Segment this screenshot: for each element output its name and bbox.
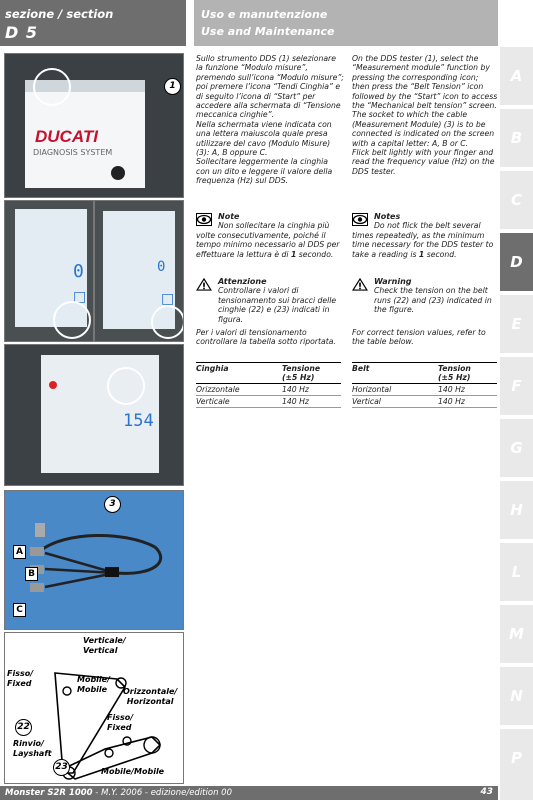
tab-b[interactable]: B: [500, 109, 533, 167]
label-mobile-2: Mobile/Mobile: [101, 767, 165, 776]
photo-cable-measure-module: [4, 490, 184, 630]
frequency-reading: 154: [123, 411, 154, 431]
footer-edition: - M.Y. 2006 - edizione/edition 00: [92, 788, 232, 798]
en-warning-text: Check the tension on the belt runs (22) and (23) indicated in the figure.: [374, 286, 492, 315]
footer-tab-strip: [500, 786, 533, 800]
chapter-title-it: Uso e manutenzione: [201, 8, 328, 21]
table-row: Verticale 140 Hz: [196, 396, 341, 408]
tab-f[interactable]: F: [500, 357, 533, 415]
it-note-number: 1: [290, 249, 297, 259]
table-header-row: [196, 363, 341, 384]
tab-a[interactable]: A: [500, 47, 533, 105]
callout-23: 23: [53, 759, 70, 776]
table-row: Vertical 140 Hz: [352, 396, 497, 408]
en-warning-title: Warning: [374, 277, 412, 286]
label-fixed-2: Fisso/ Fixed: [107, 713, 134, 732]
tab-l[interactable]: L: [500, 543, 533, 601]
photo-belt-reading: [4, 344, 184, 486]
en-table-reference: For correct tension values, refer to the table below.: [352, 328, 486, 347]
dds-emblem-icon: [111, 166, 125, 180]
socket-label-b: B: [25, 567, 38, 581]
en-note-title: Notes: [374, 212, 401, 221]
section-header: [0, 0, 186, 46]
tab-m[interactable]: M: [500, 605, 533, 663]
en-body-3: Flick belt lightly with your finger and read the frequency value (Hz) on the DDS tester.: [352, 148, 495, 176]
dds-subtitle: DIAGNOSIS SYSTEM: [33, 148, 113, 157]
highlight-circle: [33, 68, 71, 106]
it-col-belt: Cinghia: [196, 363, 282, 384]
ducati-logo: DUCATI: [35, 127, 98, 146]
en-note: [352, 212, 498, 259]
en-note-number: 1: [418, 249, 425, 259]
tab-c[interactable]: C: [500, 171, 533, 229]
en-tension-table: [352, 362, 497, 408]
highlight-circle: [107, 367, 145, 405]
section-label: sezione / section: [5, 7, 114, 21]
photo-measure-screen: 0 □: [4, 200, 94, 342]
callout-1: 1: [164, 78, 181, 95]
it-note-text-end: secondo.: [296, 249, 334, 259]
tab-e[interactable]: E: [500, 295, 533, 353]
label-horizontal: Orizzontale/ Horizontal: [123, 687, 178, 706]
it-body-2: Nella schermata viene indicata con una lettera maiuscola quale presa utilizzare del cavo (Modulo Misure) (3): A, B oppure C.: [196, 119, 332, 158]
it-tension-table: [196, 362, 341, 408]
footer-model: Monster S2R 1000: [5, 788, 93, 798]
table-header-row: [352, 363, 497, 384]
it-note: [196, 212, 344, 259]
section-code: D 5: [5, 23, 38, 42]
socket-label-c: C: [13, 603, 26, 617]
table-row: Orizzontale 140 Hz: [196, 384, 341, 396]
page-footer: [0, 786, 498, 800]
it-warning: [196, 277, 344, 324]
page-number: 43: [480, 787, 493, 797]
it-table-reference: Per i valori di tensionamento controllare la tabella sotto riportata.: [196, 328, 336, 347]
label-fixed-1: Fisso/ Fixed: [7, 669, 34, 688]
socket-label-a: A: [13, 545, 26, 559]
it-col-tension: Tensione (±5 Hz): [282, 363, 341, 384]
column-italian: [196, 54, 344, 186]
photo-measure-screen-2: 0 □: [94, 200, 184, 342]
tab-h[interactable]: H: [500, 481, 533, 539]
section-tabs: [500, 47, 533, 787]
photo-dds-tester: [4, 53, 184, 198]
en-note-text: Do not flick the belt several times repeatedly, as the minimum time necessary for the DDS tester to take a reading is: [352, 221, 494, 259]
tab-g[interactable]: G: [500, 419, 533, 477]
it-note-title: Note: [218, 212, 240, 221]
it-warning-text: Controllare i valori di tensionamento sui bracci delle cinghie (22) e (23) indicati in figura.: [218, 286, 337, 324]
tab-n[interactable]: N: [500, 667, 533, 725]
en-body-1: On the DDS tester (1), select the “Measurement module” function by pressing the corresponding icon; then press the “Belt Tension” icon followed by the “Start” icon to access the “Mechanical belt tension” screen.: [352, 54, 498, 111]
chapter-title-en: Use and Maintenance: [201, 25, 335, 38]
en-col-tension: Tension (±5 Hz): [438, 363, 497, 384]
en-body-2: The socket to which the cable (Measurement Module) (3) is to be connected is indicated on the screen with a capital letter: A, B or C.: [352, 110, 495, 148]
label-vertical: Verticale/ Vertical: [83, 636, 126, 655]
it-body-3: Sollecitare leggermente la cinghia con un dito e leggere il valore della frequenza (Hz) sul DDS.: [196, 157, 333, 186]
it-body-1: Sullo strumento DDS (1) selezionare la funzione “Modulo misure”, premendo sull’icona “Modulo misure”; poi premere l’icona “Tendi Cinghia” e di seguito l’icona di “Start” per accedere alla schermata di “Tensione meccanica cinghie”.: [196, 54, 344, 120]
chapter-header: [194, 0, 498, 46]
highlight-circle: [53, 301, 91, 339]
label-mobile-1: Mobile/ Mobile: [77, 675, 111, 694]
en-col-belt: Belt: [352, 363, 438, 384]
en-warning: [352, 277, 498, 315]
cable-drawing: [5, 491, 183, 629]
table-row: Horizontal 140 Hz: [352, 384, 497, 396]
belt-diagram: [4, 632, 184, 784]
tab-p[interactable]: P: [500, 729, 533, 787]
highlight-circle: [151, 305, 184, 339]
it-note-text: Non sollecitare la cinghia più volte consecutivamente, poiché il tempo minimo necessario al DDS per effettuare la lettura è di: [196, 221, 340, 259]
tab-d[interactable]: D: [500, 233, 533, 291]
label-layshaft: Rinvio/ Layshaft: [13, 739, 52, 758]
callout-22: 22: [15, 719, 32, 736]
callout-3: 3: [104, 496, 121, 513]
en-note-text-end: second.: [424, 249, 457, 259]
column-english: [352, 54, 498, 176]
it-warning-title: Attenzione: [218, 277, 267, 286]
